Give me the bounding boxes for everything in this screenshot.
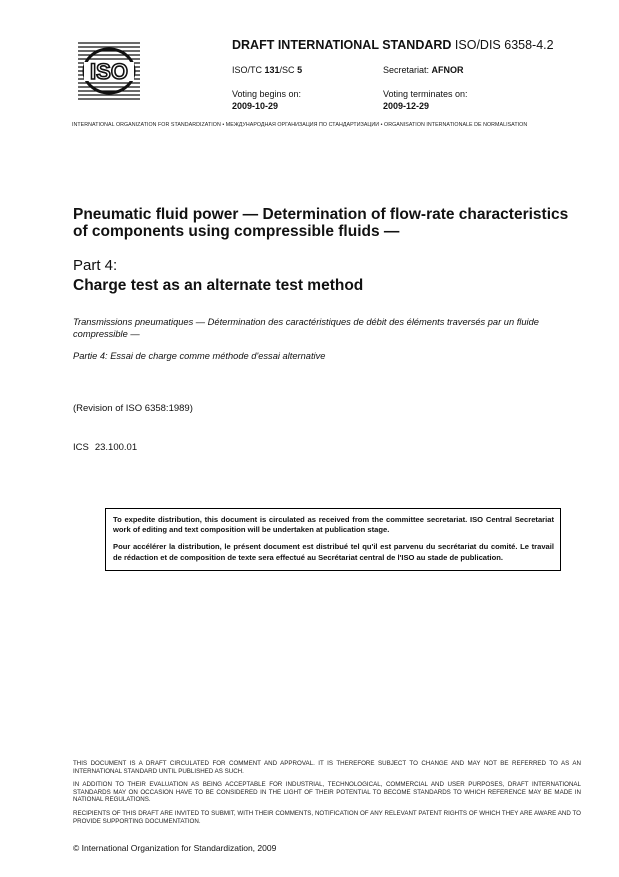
svg-text:ISO: ISO [90, 59, 128, 84]
french-title: Transmissions pneumatiques — Détermination des caractéristiques de débit des éléments traversés par un fluide compressible — [73, 317, 539, 339]
doc-number: ISO/DIS 6358-4.2 [454, 38, 554, 52]
patent-rights-note: RECIPIENTS OF THIS DRAFT ARE INVITED TO SUBMIT, WITH THEIR COMMENTS, NOTIFICATION OF ANY RELEVANT PATENT RIGHTS OF WHICH THEY ARE AWARE AND TO PROVIDE SUPPORTING DOCUMENTATION. [73, 810, 581, 825]
voting-terminates [383, 88, 468, 112]
part-title: Charge test as an alternate test method [73, 277, 364, 294]
voting-terminates-label: Voting terminates on: [383, 89, 468, 99]
iso-logo [78, 40, 140, 102]
document-title: Pneumatic fluid power — Determination of flow-rate characteristics of components using compressible fluids — [73, 206, 569, 240]
notice-english: To expedite distribution, this document is circulated as received from the committee secretariat. ISO Central Secretariat work of editing and text composition will be undertaken at publication stage. [113, 515, 554, 535]
revision-note: (Revision of ISO 6358:1989) [73, 403, 193, 414]
ics-label: ICS [73, 442, 89, 453]
copyright-notice: © International Organization for Standardization, 2009 [73, 843, 277, 853]
voting-terminates-date: 2009-12-29 [383, 101, 430, 111]
voting-begins-label: Voting begins on: [232, 89, 302, 99]
draft-disclaimer: THIS DOCUMENT IS A DRAFT CIRCULATED FOR COMMENT AND APPROVAL. IT IS THEREFORE SUBJECT TO CHANGE AND MAY NOT BE REFERRED TO AS AN INTERNATIONAL STANDARD UNTIL PUBLISHED AS SUCH. [73, 760, 581, 775]
committee: ISO/TC 131/SC 5 [232, 65, 303, 75]
document-type-heading [232, 38, 554, 52]
secretariat: Secretariat: AFNOR [383, 65, 464, 75]
voting-begins-date: 2009-10-29 [232, 101, 279, 111]
doc-type: DRAFT INTERNATIONAL STANDARD [232, 38, 452, 52]
ics-code [73, 442, 143, 453]
french-part-title: Partie 4: Essai de charge comme méthode d'essai alternative [73, 351, 326, 361]
distribution-notice-box [105, 508, 561, 571]
ics-value: 23.100.01 [94, 442, 138, 453]
voting-begins [232, 88, 301, 112]
part-label: Part 4: [73, 257, 118, 274]
draft-evaluation-note: IN ADDITION TO THEIR EVALUATION AS BEING ACCEPTABLE FOR INDUSTRIAL, TECHNOLOGICAL, COMMERCIAL AND USER PURPOSES, DRAFT INTERNATIONAL STANDARDS MAY ON OCCASION HAVE TO BE CONSIDERED IN THE LIGHT OF THEIR POTENTIAL TO BECOME STANDARDS TO WHICH REFERENCE MAY BE MADE IN NATIONAL REGULATIONS. [73, 781, 581, 804]
organization-line: INTERNATIONAL ORGANIZATION FOR STANDARDIZATION • МЕЖДУНАРОДНАЯ ОРГАНИЗАЦИЯ ПО СТАНДАРТИЗАЦИИ • ORGANISATION INTERNATIONALE DE NORMALISATION [72, 122, 528, 128]
notice-french: Pour accélérer la distribution, le présent document est distribué tel qu'il est parvenu du secrétariat du comité. Le travail de rédaction et de composition de texte sera effectué au Secrétariat central de l'ISO au stade de publication. [113, 542, 554, 562]
